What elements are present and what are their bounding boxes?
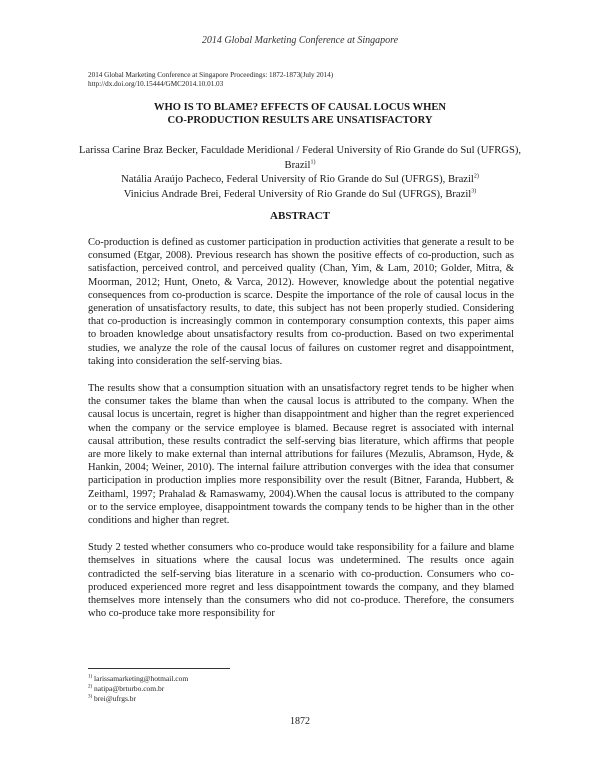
author-2-footnote-mark: 2) [473, 173, 479, 180]
paper-title [60, 101, 540, 127]
footnote-1: $^{1)}$ larissamarketing@hotmail.com [88, 674, 189, 683]
author-list [68, 144, 532, 202]
abstract-heading: ABSTRACT [270, 210, 330, 222]
doi-link: http://dx.doi.org/10.15444/GMC2014.10.01.03 [88, 80, 224, 88]
footnote-3-email: brei@ufrgs.br [94, 694, 137, 703]
footnote-1-email: larissamarketing@hotmail.com [94, 674, 189, 683]
title-line-1: WHO IS TO BLAME? EFFECTS OF CAUSAL LOCUS WHEN [153, 102, 447, 113]
footnote-divider [88, 668, 230, 669]
author-3-footnote-mark: 3) [471, 187, 477, 194]
author-1-footnote-mark: 1) [310, 158, 316, 165]
footnote-2: $^{2)}$ natipa@brturbo.com.br [88, 684, 165, 693]
abstract-body [88, 236, 514, 634]
footnote-3: $^{3)}$ brei@ufrgs.br [88, 694, 137, 703]
paragraph-2: The results show that a consumption situation with an unsatisfactory regret tends to be higher when the consumer takes the blame than when the causal locus is attributed to the company. When the causal locus is uncertain, regret is higher than disappointment and higher than the regret experienced when the company or the service employee is blamed. Because regret is associated with internal causal attribution, these results contradict the self-serving bias literature, which affirms that people are more likely to make external than internal attributions for failures (Mezulis, Abramson, Hyde, & Hankin, 2004; Weiner, 2010). The internal failure attribution converges with the idea that consumer participation in production implies more responsibility over the result (Bitner, Faranda, Hubbert, & Zeithaml, 1997; Prahalad & Ramaswamy, 2004).When the causal locus is attributed to the company or to the service employee, disappointment towards the company tends to be higher than in the other conditions and higher than regret. [88, 383, 514, 527]
running-head: 2014 Global Marketing Conference at Singapore [201, 35, 399, 46]
title-line-2: CO-PRODUCTION RESULTS ARE UNSATISFACTORY [167, 115, 433, 126]
author-1: Larissa Carine Braz Becker, Faculdade Meridional / Federal University of Rio Grande do Sul (UFRGS), Brazil$^{1)}$ [78, 145, 522, 171]
proceedings-citation: 2014 Global Marketing Conference at Singapore Proceedings: 1872-1873(July 2014) [88, 71, 334, 79]
footnote-2-email: natipa@brturbo.com.br [94, 684, 165, 693]
author-2: Natália Araújo Pacheco, Federal University of Rio Grande do Sul (UFRGS), Brazil$^{2)}$ [121, 173, 479, 185]
footnotes [88, 674, 388, 704]
author-3: Vinicius Andrade Brei, Federal University of Rio Grande do Sul (UFRGS), Brazil$^{3)}$ [123, 187, 477, 200]
proceedings-info [88, 71, 518, 89]
paragraph-3: Study 2 tested whether consumers who co-produce would take responsibility for a failure and blame themselves in situations where the causal locus was undetermined. The results once again contradicted the self-serving bias literature in a scenario with co-production. Consumers who co-produced experienced more regret and less disappointment towards the company, and they blamed themselves more intensely than the consumers who did not co-produce. Therefore, the consumers who co-produce take more responsibility for [88, 542, 514, 620]
page-number: 1872 [290, 716, 310, 727]
paragraph-1: Co-production is defined as customer participation in production activities that generate a result to be consumed (Etgar, 2008). Previous research has shown the positive effects of co-production, such as satisfaction, perceived control, and perceived quality (Chan, Yim, & Lam, 2010; Golder, Mitra, & Moorman, 2012; Hunt, Oneto, & Varca, 2012). However, knowledge about the potential negative consequences from co-production is scarce. Despite the importance of the role of causal locus in the generation of unsatisfactory results, to date, this subject has not been properly studied. Considering that co-production is increasingly common in contemporary consumption contexts, this paper aims to broaden knowledge about unsatisfactory results from co-production. Based on two experimental studies, we analyze the role of the causal locus of failures on customer regret and disappointment, taking into consideration the self-serving bias. [88, 237, 514, 367]
